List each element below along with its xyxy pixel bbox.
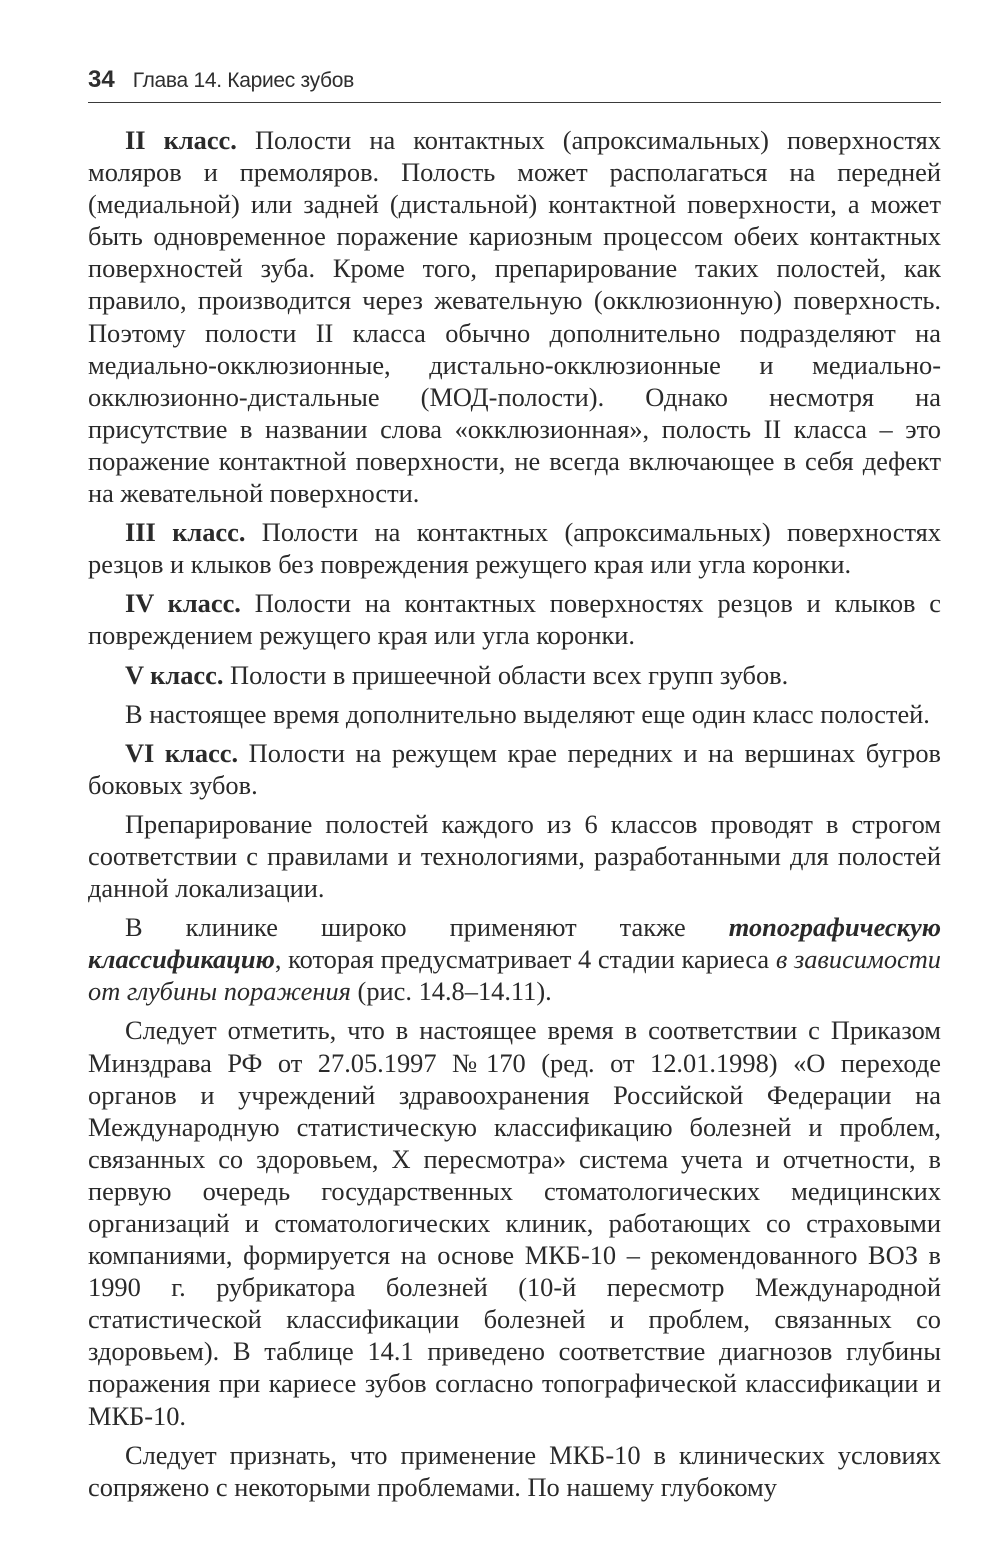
paragraph-additional-class: В настоящее время дополнительно выделяют еще один класс полостей. (125, 698, 930, 729)
paragraph-class-ii (88, 124, 941, 509)
class-iii-text: Полости на контактных (апроксимальных) поверхностях резцов и клыков без повреждения режущего края или угла коронки. (88, 517, 941, 580)
paragraph-class-vi (88, 737, 941, 801)
paragraph-icd10: Следует отметить, что в настоящее время в соответствии с Приказом Минздрава РФ от 27.05.1997 №170 (ред. от 12.01.1998) «О переходе органов и учреждений здравоохранения Российской Федерации на Международную статистическую классификацию болезней и проблем, связанных со здоровьем, X пересмотра» система учета и отчетности, в первую очередь государственных стоматологических медицинских организаций и стоматологических клиник, работающих со страховыми компаниями, формируется на основе МКБ-10 – рекомендованного ВОЗ в 1990 г. рубрикатора болезней (10-й пересмотр Международной статистической классификации болезней и проблем, связанных со здоровьем). В таблице 14.1 приведено соответствие диагнозов глубины поражения при кариесе зубов согласно топографической классификации и МКБ-10. (88, 1015, 941, 1431)
topographic-depth-phrase: в зависимости от глубины поражения (88, 944, 941, 1007)
class-vi-text: Полости на режущем крае передних и на вершинах бугров боковых зубов. (88, 737, 941, 800)
class-iii-heading: III класс. (125, 517, 246, 548)
class-v-heading: V класс. (125, 659, 224, 690)
class-vi-heading: VI класс. (125, 737, 239, 768)
topographic-text-middle: , которая предусматривает 4 стадии кариеса (274, 944, 776, 975)
topographic-term: топографическую классификацию (88, 912, 941, 975)
class-iv-heading: IV класс. (125, 588, 241, 619)
paragraph-class-v (88, 659, 941, 691)
body-text (88, 124, 941, 1503)
class-iv-text: Полости на контактных поверхностях резцов и клыков с повреждением режущего края или угла коронки. (88, 588, 941, 651)
running-header (88, 66, 941, 103)
topographic-text-after: (рис. 14.8–14.11). (350, 976, 552, 1007)
paragraph-class-iii (88, 516, 941, 580)
paragraph-preparation: Препарирование полостей каждого из 6 классов проводят в строгом соответствии с правилами и технологиями, разработанными для полостей данной локализации. (88, 808, 941, 904)
class-v-text: Полости в пришеечной области всех групп зубов. (223, 659, 789, 690)
paragraph-class-iv (88, 587, 941, 651)
topographic-text-before: В клинике широко применяют также (125, 912, 729, 943)
paragraph-topographic (88, 911, 941, 1007)
class-ii-text: Полости на контактных (апроксимальных) поверхностях моляров и премоляров. Полость может располагаться на передней (медиальной) или задней (дистальной) контактной поверхности, а может быть одновременное поражение кариозным процессом обеих контактных поверхностей зуба. Кроме того, препарирование таких полостей, как правило, производится через жевательную (окклюзионную) поверхность. Поэтому полости II класса обычно дополнительно подразделяют на медиально-окклюзионные, дистально-окклюзионные и медиально-окклюзионно-дистальные (МОД-полости). Однако несмотря на присутствие в названии слова «окклюзионная», полость II класса – это поражение контактной поверхности, не всегда включающее в себя дефект на жевательной поверхности. (88, 125, 941, 509)
page-number: 34 (88, 66, 115, 93)
chapter-title: Глава 14. Кариес зубов (132, 69, 355, 92)
paragraph-icd10-problems: Следует признать, что применение МКБ-10 в клинических условиях сопряжено с некоторыми проблемами. По нашему глубокому (88, 1439, 941, 1502)
class-ii-heading: II класс. (125, 125, 237, 155)
